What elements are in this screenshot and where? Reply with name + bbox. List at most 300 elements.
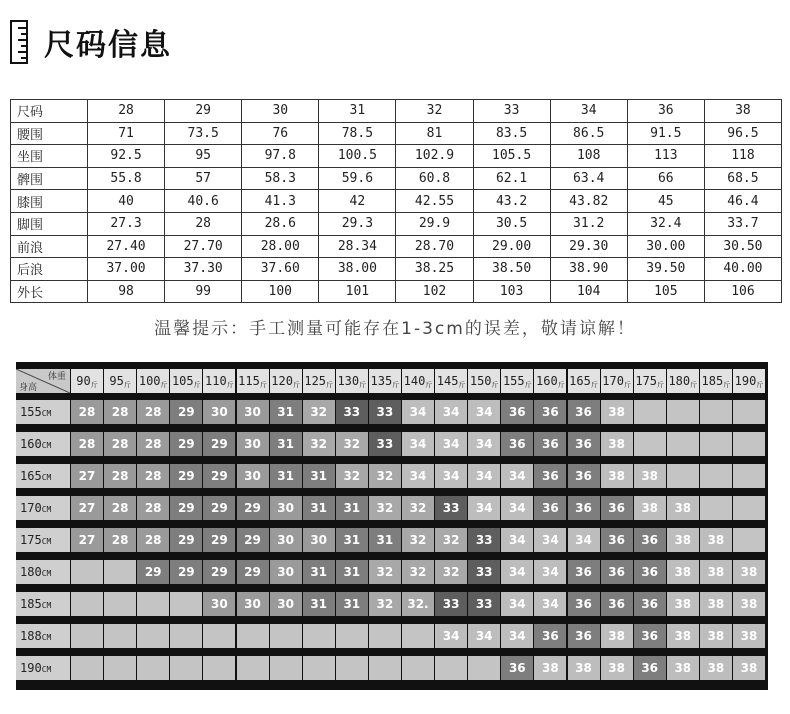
size-cell: 36	[501, 432, 533, 456]
table-cell: 27.70	[165, 235, 242, 258]
size-cell	[369, 624, 401, 648]
size-cell: 30	[303, 528, 335, 552]
size-cell: 31	[336, 560, 368, 584]
size-cell	[104, 656, 136, 680]
table-row	[11, 258, 782, 281]
row-label: 外长	[11, 280, 88, 303]
table-cell: 100.5	[319, 145, 396, 168]
size-cell: 38	[667, 528, 699, 552]
weight-header-cell: $120_斤$	[270, 369, 302, 393]
size-cell: 38	[568, 656, 600, 680]
size-cell: 34	[435, 400, 467, 424]
size-header-cell: 38	[704, 100, 781, 123]
size-cell: 34	[501, 464, 533, 488]
size-cell: 32	[369, 496, 401, 520]
table-cell: 38.00	[319, 258, 396, 281]
size-cell: 34	[501, 560, 533, 584]
size-header-cell: 36	[627, 100, 704, 123]
table-cell: 37.60	[242, 258, 319, 281]
size-cell	[137, 592, 169, 616]
table-cell: 40.00	[704, 258, 781, 281]
size-cell: 34	[402, 464, 434, 488]
size-cell: 29	[137, 560, 169, 584]
weight-header-cell: $180_斤$	[667, 369, 699, 393]
height-label: 160CM	[16, 432, 70, 456]
size-cell: 33	[435, 592, 467, 616]
height-label: 185CM	[16, 592, 70, 616]
size-cell	[237, 624, 269, 648]
size-cell: 38	[700, 560, 732, 584]
size-cell: 34	[468, 464, 500, 488]
size-cell: 32	[336, 432, 368, 456]
height-row	[16, 624, 768, 648]
height-label: 190CM	[16, 656, 70, 680]
size-cell	[634, 400, 666, 424]
table-cell: 92.5	[88, 145, 165, 168]
size-cell: 36	[601, 528, 633, 552]
table-cell: 105.5	[473, 145, 550, 168]
size-cell	[369, 656, 401, 680]
table-cell: 37.30	[165, 258, 242, 281]
size-cell: 28	[137, 496, 169, 520]
table-cell: 30.5	[473, 212, 550, 235]
table-cell: 108	[550, 145, 627, 168]
size-cell: 32	[369, 592, 401, 616]
table-cell: 28.00	[242, 235, 319, 258]
table-cell: 27.3	[88, 212, 165, 235]
size-cell: 38	[667, 656, 699, 680]
corner-height-label: 身高	[19, 383, 38, 393]
size-cell: 33	[369, 400, 401, 424]
page-title: 尺码信息	[44, 28, 172, 63]
table-row	[11, 145, 782, 168]
size-cell: 36	[534, 464, 566, 488]
size-cell: 29	[170, 528, 202, 552]
size-cell: 33	[468, 592, 500, 616]
height-label: 180CM	[16, 560, 70, 584]
size-cell: 36	[568, 592, 600, 616]
size-cell	[71, 624, 103, 648]
table-cell: 100	[242, 280, 319, 303]
size-cell: 38	[634, 496, 666, 520]
size-cell: 29	[203, 560, 235, 584]
size-cell: 33	[369, 432, 401, 456]
size-cell: 31	[303, 560, 335, 584]
size-cell	[104, 624, 136, 648]
table-cell: 32.4	[627, 212, 704, 235]
table-cell: 105	[627, 280, 704, 303]
table-cell: 57	[165, 167, 242, 190]
size-cell: 36	[568, 560, 600, 584]
size-cell	[203, 656, 235, 680]
size-cell: 28	[104, 496, 136, 520]
table-cell: 42	[319, 190, 396, 213]
size-cell	[137, 624, 169, 648]
weight-header-cell: $185_斤$	[700, 369, 732, 393]
size-cell: 28	[104, 432, 136, 456]
size-cell: 36	[634, 624, 666, 648]
size-cell: 38	[601, 656, 633, 680]
size-cell: 32	[435, 528, 467, 552]
size-header-cell: 29	[165, 100, 242, 123]
size-cell	[203, 624, 235, 648]
size-cell	[733, 464, 765, 488]
size-cell: 29	[170, 560, 202, 584]
size-cell: 31	[336, 496, 368, 520]
size-cell: 34	[534, 592, 566, 616]
size-cell: 34	[402, 432, 434, 456]
weight-header-cell: $150_斤$	[468, 369, 500, 393]
size-cell: 34	[501, 592, 533, 616]
table-cell: 55.8	[88, 167, 165, 190]
row-label: 脚围	[11, 212, 88, 235]
table-cell: 38.50	[473, 258, 550, 281]
weight-header-cell: $190_斤$	[733, 369, 765, 393]
table-cell: 86.5	[550, 122, 627, 145]
height-row	[16, 592, 768, 616]
size-cell: 28	[137, 432, 169, 456]
weight-header-cell: $175_斤$	[634, 369, 666, 393]
size-cell: 38	[534, 656, 566, 680]
size-cell: 38	[667, 560, 699, 584]
height-label: 155CM	[16, 400, 70, 424]
size-cell	[667, 400, 699, 424]
grid-corner	[16, 369, 70, 393]
size-cell: 34	[501, 496, 533, 520]
table-cell: 33.7	[704, 212, 781, 235]
size-cell: 38	[700, 592, 732, 616]
size-cell	[700, 400, 732, 424]
height-row	[16, 560, 768, 584]
table-cell: 73.5	[165, 122, 242, 145]
size-cell: 38	[700, 656, 732, 680]
height-label: 165CM	[16, 464, 70, 488]
size-cell	[104, 560, 136, 584]
size-cell: 34	[435, 432, 467, 456]
size-cell	[270, 624, 302, 648]
size-header-cell: 31	[319, 100, 396, 123]
size-cell	[435, 656, 467, 680]
table-cell: 39.50	[627, 258, 704, 281]
size-cell: 38	[601, 464, 633, 488]
table-cell: 43.82	[550, 190, 627, 213]
weight-header-cell: $155_斤$	[501, 369, 533, 393]
size-cell: 32	[402, 496, 434, 520]
size-cell: 32	[369, 464, 401, 488]
size-cell: 30	[203, 400, 235, 424]
table-cell: 62.1	[473, 167, 550, 190]
size-cell: 31	[303, 464, 335, 488]
size-cell	[733, 528, 765, 552]
size-cell: 29	[170, 400, 202, 424]
weight-header-cell: $140_斤$	[402, 369, 434, 393]
size-cell: 30	[203, 592, 235, 616]
table-cell: 102	[396, 280, 473, 303]
size-cell	[237, 656, 269, 680]
weight-header-cell: $105_斤$	[170, 369, 202, 393]
size-cell: 38	[733, 592, 765, 616]
size-cell: 29	[203, 496, 235, 520]
size-cell: 36	[501, 656, 533, 680]
table-cell: 42.55	[396, 190, 473, 213]
table-cell: 30.00	[627, 235, 704, 258]
size-cell: 32.	[402, 592, 434, 616]
height-label: 170CM	[16, 496, 70, 520]
size-cell: 28	[104, 400, 136, 424]
table-cell: 38.25	[396, 258, 473, 281]
size-cell: 30	[237, 432, 269, 456]
table-cell: 91.5	[627, 122, 704, 145]
size-cell: 31	[303, 496, 335, 520]
corner-weight-label: 体重	[47, 372, 66, 382]
weight-header-cell: $90_斤$	[71, 369, 103, 393]
table-cell: 95	[165, 145, 242, 168]
size-cell: 28	[137, 528, 169, 552]
size-cell: 29	[170, 464, 202, 488]
size-cell: 36	[601, 592, 633, 616]
row-label: 前浪	[11, 235, 88, 258]
weight-header-cell: $130_斤$	[336, 369, 368, 393]
size-cell	[402, 624, 434, 648]
size-cell: 28	[137, 400, 169, 424]
row-label: 后浪	[11, 258, 88, 281]
table-row	[11, 280, 782, 303]
size-cell: 36	[568, 464, 600, 488]
size-cell: 28	[104, 464, 136, 488]
weight-header-cell: $135_斤$	[369, 369, 401, 393]
size-cell	[270, 656, 302, 680]
section-header	[10, 20, 172, 64]
size-header-cell: 33	[473, 100, 550, 123]
table-cell: 38.90	[550, 258, 627, 281]
size-cell: 30	[270, 560, 302, 584]
weight-header-cell: $170_斤$	[601, 369, 633, 393]
size-cell: 34	[435, 624, 467, 648]
size-cell: 33	[468, 560, 500, 584]
size-cell: 29	[237, 528, 269, 552]
size-cell: 32	[303, 400, 335, 424]
table-cell: 78.5	[319, 122, 396, 145]
table-cell: 28.70	[396, 235, 473, 258]
size-cell	[71, 656, 103, 680]
weight-header-cell: $165_斤$	[568, 369, 600, 393]
size-cell: 33	[336, 400, 368, 424]
size-cell: 28	[104, 528, 136, 552]
size-cell	[170, 592, 202, 616]
size-cell: 31	[336, 528, 368, 552]
size-cell: 38	[733, 624, 765, 648]
size-cell: 38	[667, 624, 699, 648]
size-header-cell: 30	[242, 100, 319, 123]
size-cell: 38	[601, 432, 633, 456]
size-cell: 29	[170, 496, 202, 520]
table-cell: 97.8	[242, 145, 319, 168]
size-cell: 30	[237, 464, 269, 488]
size-cell	[733, 432, 765, 456]
table-cell: 29.30	[550, 235, 627, 258]
table-row	[11, 212, 782, 235]
size-cell	[71, 592, 103, 616]
weight-header-cell: $115_斤$	[237, 369, 269, 393]
size-cell	[303, 656, 335, 680]
size-recommendation-grid	[16, 362, 768, 690]
size-cell: 30	[270, 592, 302, 616]
table-cell: 29.3	[319, 212, 396, 235]
size-table	[10, 99, 782, 303]
size-cell: 31	[270, 432, 302, 456]
size-cell: 34	[568, 528, 600, 552]
size-cell: 31	[270, 464, 302, 488]
size-cell	[71, 560, 103, 584]
size-cell: 38	[667, 496, 699, 520]
size-cell: 36	[634, 528, 666, 552]
size-cell: 32	[369, 560, 401, 584]
table-cell: 66	[627, 167, 704, 190]
size-cell: 38	[667, 592, 699, 616]
size-cell: 34	[534, 560, 566, 584]
table-cell: 45	[627, 190, 704, 213]
size-cell: 29	[203, 528, 235, 552]
size-cell: 27	[71, 496, 103, 520]
weight-header-cell: $145_斤$	[435, 369, 467, 393]
size-cell	[170, 624, 202, 648]
size-header-cell: 34	[550, 100, 627, 123]
size-cell: 34	[468, 496, 500, 520]
size-cell: 34	[468, 400, 500, 424]
height-row	[16, 432, 768, 456]
height-row	[16, 528, 768, 552]
size-cell: 34	[501, 624, 533, 648]
size-cell: 31	[270, 400, 302, 424]
size-cell: 36	[534, 400, 566, 424]
size-cell: 36	[568, 624, 600, 648]
size-cell: 29	[237, 496, 269, 520]
size-cell: 31	[369, 528, 401, 552]
row-label: 膝围	[11, 190, 88, 213]
table-cell: 46.4	[704, 190, 781, 213]
table-cell: 28.34	[319, 235, 396, 258]
table-cell: 104	[550, 280, 627, 303]
size-cell	[468, 656, 500, 680]
size-cell: 32	[402, 560, 434, 584]
table-cell: 60.8	[396, 167, 473, 190]
size-cell: 29	[237, 560, 269, 584]
size-cell: 38	[634, 464, 666, 488]
size-cell: 32	[336, 464, 368, 488]
table-cell: 113	[627, 145, 704, 168]
table-cell: 81	[396, 122, 473, 145]
size-cell	[700, 464, 732, 488]
table-cell: 106	[704, 280, 781, 303]
height-row	[16, 496, 768, 520]
size-cell: 34	[501, 528, 533, 552]
size-cell: 38	[700, 624, 732, 648]
size-cell	[733, 496, 765, 520]
size-cell: 36	[634, 560, 666, 584]
height-row	[16, 400, 768, 424]
size-cell	[336, 656, 368, 680]
size-cell: 36	[568, 432, 600, 456]
size-cell: 28	[71, 400, 103, 424]
weight-header-cell: $95_斤$	[104, 369, 136, 393]
size-cell: 28	[71, 432, 103, 456]
size-cell	[402, 656, 434, 680]
table-cell: 71	[88, 122, 165, 145]
size-cell: 30	[237, 400, 269, 424]
table-cell: 31.2	[550, 212, 627, 235]
height-row	[16, 464, 768, 488]
table-cell: 37.00	[88, 258, 165, 281]
table-cell: 29.00	[473, 235, 550, 258]
size-cell	[137, 656, 169, 680]
size-cell	[170, 656, 202, 680]
size-cell: 36	[601, 496, 633, 520]
weight-header-cell: $100_斤$	[137, 369, 169, 393]
size-header-row	[11, 100, 782, 123]
size-cell: 30	[270, 496, 302, 520]
table-cell: 27.40	[88, 235, 165, 258]
size-cell	[700, 432, 732, 456]
table-cell: 76	[242, 122, 319, 145]
size-cell	[733, 400, 765, 424]
size-cell: 27	[71, 528, 103, 552]
size-cell: 34	[435, 464, 467, 488]
size-cell	[634, 432, 666, 456]
size-cell: 36	[634, 656, 666, 680]
size-cell: 30	[270, 528, 302, 552]
size-cell: 27	[71, 464, 103, 488]
table-cell: 29.9	[396, 212, 473, 235]
table-row	[11, 190, 782, 213]
table-cell: 101	[319, 280, 396, 303]
size-cell: 34	[468, 624, 500, 648]
row-label: 髀围	[11, 167, 88, 190]
table-cell: 96.5	[704, 122, 781, 145]
table-cell: 40	[88, 190, 165, 213]
size-cell: 34	[468, 432, 500, 456]
size-cell	[667, 464, 699, 488]
row-label: 尺码	[11, 100, 88, 123]
size-cell: 34	[402, 400, 434, 424]
table-cell: 59.6	[319, 167, 396, 190]
size-cell	[303, 624, 335, 648]
size-cell: 36	[534, 496, 566, 520]
ruler-icon	[10, 20, 28, 64]
table-cell: 99	[165, 280, 242, 303]
size-cell: 29	[170, 432, 202, 456]
table-cell: 103	[473, 280, 550, 303]
size-cell: 32	[435, 560, 467, 584]
size-cell: 36	[601, 560, 633, 584]
table-cell: 98	[88, 280, 165, 303]
size-cell: 38	[733, 560, 765, 584]
size-cell: 28	[137, 464, 169, 488]
size-cell: 34	[534, 528, 566, 552]
size-header-cell: 32	[396, 100, 473, 123]
height-label: 175CM	[16, 528, 70, 552]
size-cell	[700, 496, 732, 520]
size-cell: 36	[534, 624, 566, 648]
table-cell: 63.4	[550, 167, 627, 190]
size-cell: 36	[568, 400, 600, 424]
table-row	[11, 122, 782, 145]
table-cell: 41.3	[242, 190, 319, 213]
weight-header-cell: $160_斤$	[534, 369, 566, 393]
size-cell: 32	[303, 432, 335, 456]
table-cell: 43.2	[473, 190, 550, 213]
table-cell: 102.9	[396, 145, 473, 168]
size-cell: 33	[435, 496, 467, 520]
